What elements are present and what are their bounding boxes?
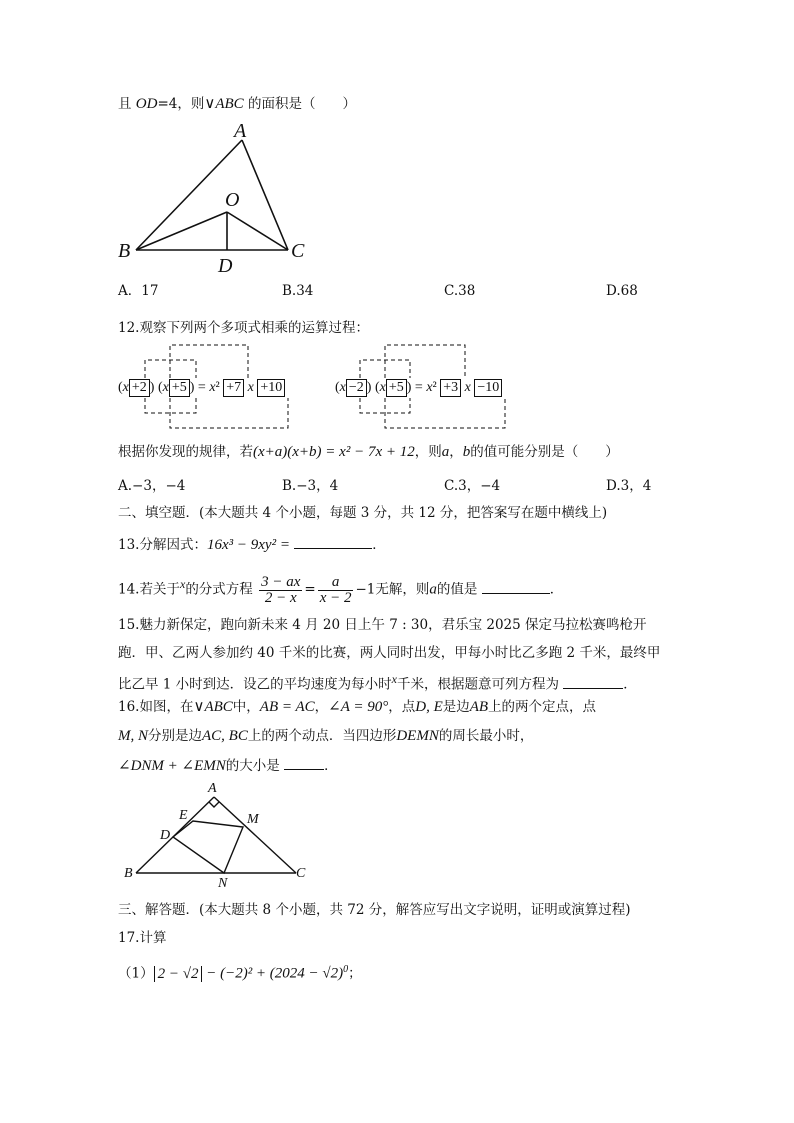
q12-option-c[interactable]: C.3，−4 [444,478,501,494]
q11-option-a[interactable]: A．17 [118,283,159,299]
q16-line-1: 16.如图，在∨ABC中，AB = AC，∠A = 90°，点D, E是边AB上的两个定点，点 [118,699,597,715]
q16-label-b: B [124,866,133,881]
section-3-heading: 三、解答题．(本大题共 8 个小题，共 72 分，解答应写出文字说明，证明或演算过程) [118,902,631,918]
label-b: B [118,240,131,262]
q12-option-a[interactable]: A.−3，−4 [118,478,186,494]
q14-fraction-left: $\frac{3 - ax}{2 - x}$ [261,573,301,606]
q15-line-2: 跑．甲、乙两人参加约 40 千米的比赛，两人同时出发，甲每小时比乙多跑 2 千米，最终甲 [118,645,661,661]
label-o: O [225,189,240,211]
q16-label-c: C [296,866,306,881]
q15-line-3: 比乙早 1 小时到达．设乙的平均速度为每小时x千米，根据题意可列方程为 ． [118,672,637,693]
q11-option-b[interactable]: B.34 [282,283,314,299]
label-a: A [234,120,247,142]
q11-option-d[interactable]: D.68 [606,283,638,299]
q16-line-2: M, N分别是边AC, BC上的两个动点．当四边形DEMN的周长最小时， [118,728,534,744]
q16-label-n: N [218,876,228,891]
q16-line-3: ∠DNM + ∠EMN的大小是 ． [118,758,338,774]
q12-option-b[interactable]: B.−3，4 [282,478,339,494]
q12-expression-2: (x −2 ) (x +5 ) = x² +3 x −10 [335,379,502,397]
q11-stem: 且 OD=4，则∨ABC 的面积是（ ） [118,96,356,112]
q12-follow-up: 根据你发现的规律，若(x+a)(x+b) = x² − 7x + 12，则a，b的值可能分别是（ ） [118,444,619,460]
q11-option-c[interactable]: C.38 [444,283,476,299]
q16-label-m: M [247,812,259,827]
q15-line-1: 15.魅力新保定，跑向新未来 4 月 20 日上午 7 : 30，君乐宝 2025 保定马拉松赛鸣枪开 [118,617,647,633]
q16-label-d: D [160,828,171,843]
section-2-heading: 二、填空题．(本大题共 4 个小题，每题 3 分，共 12 分，把答案写在题中横线上) [118,505,608,521]
q14: 14.若关于x的分式方程 $\frac{3 - ax}{2 - x}$ = $\frac{a}{x - 2}$ −1无解，则a的值是 ． [118,573,564,606]
q17-part-1: （1） $2 - √2 - (-2)^2 + (2024 - √2)^0$； [118,964,362,982]
label-d: D [218,255,233,277]
q12-expression-1: (x +2 ) (x +5 ) = x² +7 x +10 [118,379,285,397]
label-c: C [291,240,305,262]
q12-stem: 12.观察下列两个多项式相乘的运算过程： [118,320,369,336]
q17-title: 17.计算 [118,930,167,946]
q16-label-a: A [208,781,217,796]
q16-label-e: E [179,808,188,823]
q13: 13.分解因式：16x³ − 9xy² = ． [118,537,386,553]
q12-option-d[interactable]: D.3，4 [606,478,652,494]
q14-fraction-right: $\frac{a}{x - 2}$ [319,573,352,606]
